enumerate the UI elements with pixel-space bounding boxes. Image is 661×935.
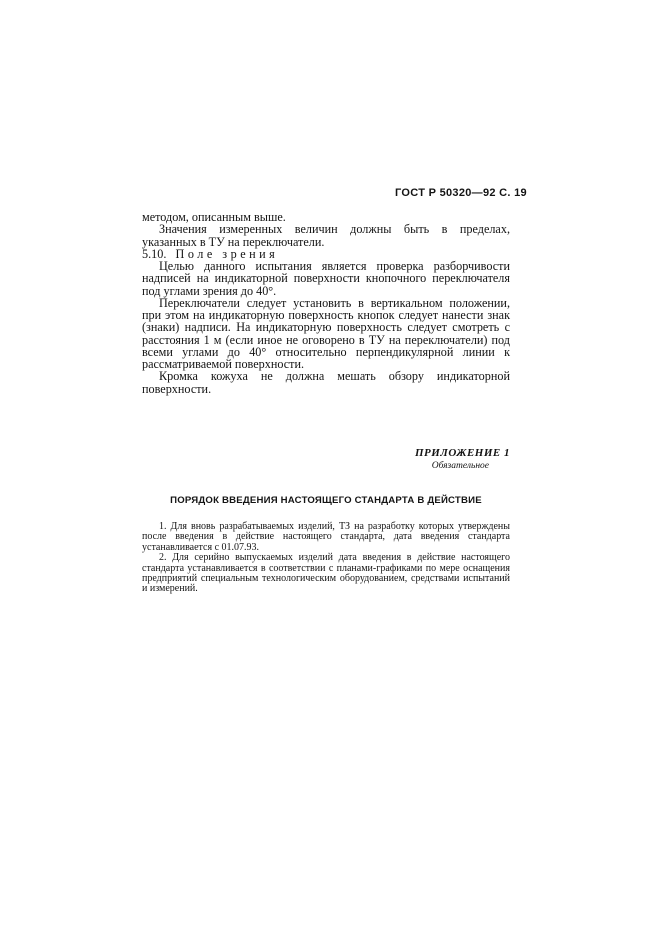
body-text	[142, 211, 510, 395]
paragraph: Переключатели следует установить в вертикальном положении, при этом на индикаторную поверхность кнопок следует нанести знак (знаки) надписи. На индикаторную поверхность следует смотреть с расстояния 1 м (если иное не оговорено в ТУ на переключатели) под всеми углами до 40° относительно перпендикулярной линии к рассматриваемой поверхности.	[142, 295, 510, 371]
section-number: 5.10.	[142, 246, 167, 261]
appendix-status: Обязательное	[431, 461, 489, 471]
appendix-item: 1. Для вновь разрабатываемых изделий, ТЗ на разработку которых утверждены после введения в действие настоящего стандарта, дата введения стандарта устанавливается с 01.07.93.	[142, 521, 510, 553]
section-title: Поле зрения	[175, 246, 279, 261]
appendix-body	[142, 522, 510, 595]
paragraph: методом, описанным выше.	[142, 210, 286, 224]
appendix-title: ПРИЛОЖЕНИЕ 1	[414, 447, 510, 459]
paragraph: Кромка кожуха не должна мешать обзору индикаторной поверхности.	[142, 369, 510, 396]
appendix-heading: ПОРЯДОК ВВЕДЕНИЯ НАСТОЯЩЕГО СТАНДАРТА В ДЕЙСТВИЕ	[170, 495, 482, 506]
paragraph: Значения измеренных величин должны быть в пределах, указанных в ТУ на переключатели.	[142, 222, 510, 249]
paragraph: Целью данного испытания является проверка разборчивости надписей на индикаторной поверхности кнопочного переключателя под углами зрения до 40°.	[142, 259, 510, 298]
appendix-label	[380, 447, 510, 472]
running-head: ГОСТ Р 50320—92 С. 19	[395, 187, 527, 199]
appendix-item: 2. Для серийно выпускаемых изделий дата введения в действие настоящего стандарта устанавливается в соответствии с планами-графиками по мере оснащения предприятий специальным технологическим оборудованием, средствами испытаний и измерений.	[142, 552, 510, 595]
